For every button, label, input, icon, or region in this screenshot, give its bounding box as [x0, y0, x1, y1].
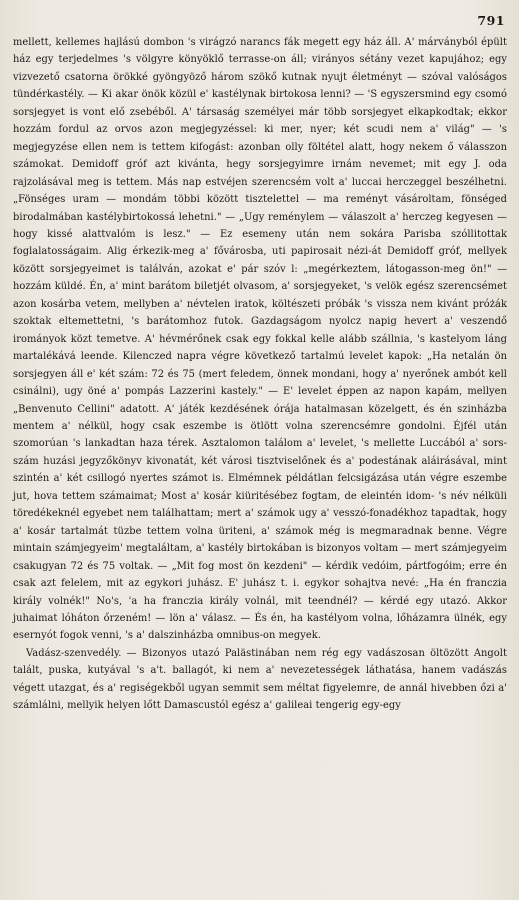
paragraph-castle-lottery: mellett, kellemes hajlású dombon 's virágzó narancs fák megett egy ház áll. A' márványból épült ház egy terjedelmes 's völgyre könyöklő terrasse-on áll; virányos sétány vezet kapujához; egy vizvezető csatorna örökké gyöngyöző három szökő kutnak nyujt életményt — szóval valóságos tündérkastély. — Ki akar önök közül e' kastélynak birtokosa lenni? — 'S egyszersmind egy csomó sorsjegyet is vont elő zsebéből. A' társaság személyei már több sorsjegyet elkapkodtak; ekkor hozzám fordul az orvos azon megjegyzéssel: ki mer, nyer; két scudi nem a' világ" — 's megjegyzése ellen nem is tettem kifogást: azonban olly föltétel alatt, hogy nekem ő válasszon számokat. Demidoff gróf azt kivánta, hegy sorsjegyimre irnám nevemet; mit egy J. oda rajzolásával meg is tettem. Más nap estvéjen szerencsém volt a' luccai herczeggel beszélhetni. „Fönséges uram — mondám többi között tisztelettel — ma reményt vásároltam, fönséged birodalmában kastélybirtokossá lehetni." — „Ugy reménylem — válaszolt a' herczeg kegyesen — hogy kissé alattvalóm is lesz." — Ez esemeny után nem sokára Parisba szóllitottak foglalatosságaim. Alig érkezik-meg a' fővárosba, uti papirosait nézi-át Demidoff gróf, mellyek között sorsjegyeimet is találván, azokat e' pár szóv l: „megérkeztem, látogasson-meg ön!" — hozzám küldé. Én, a' mint barátom biletjét olvasom, a' sorsjegyeket, 's velök egész szerencsémet azon kosárba vetem, mellyben a' névtelen iratok, költészeti próbák 's vissza nem kivánt próżák szoktak eltemettetni, 's barátomhoz futok. Gazdagságom nyolcz napig hevert a' veszendő irományok közt temetve. A' hévmérőnek csak egy fokkal kelle alább szállnia, 's kastelyom láng martalékává leende. Kilenczed napra végre következő tartalmú levelet kapok: „Ha netalán ön sorsjegyen áll e' két szám: 72 és 75 (mert feledem, önnek mondani, hogy a' nyerőnek ambót kell csinálni), ugy öné a' pompás Lazzerini kastely." — E' levelet éppen az napon kapám, mellyen „Benvenuto Cellini" adatott. A' játék kezdésének órája hatalmasan közelgett, és én szinházba mentem a' nélkül, hogy csak eszembe is ötlött volna szerencsémre gondolni. Éjfél után szomorúan 's lankadtan haza térek. Asztalomon találom a' levelet, 's mellette Luccából a' sors-szám huzási jegyzőkönyv kivonatát, két városi tisztviselőnek és a' podestának aláirásával, mint szintén a' két csillogó nyertes számot is. Elmémnek példátlan felcsigázása után végre eszembe jut, hova tettem számaimat; Most a' kosár kiüritésébez fogtam, de eleintén idom- 's név nélküli töredékeknél egyebet nem találhattam; mert a' számok ugy a' vesszó-fonadékhoz tapadtak, hogy a' kosár tartalmát tüzbe tettem volna üriteni, a' számok még is megmaradnak benne. Végre mintain számjegyeim' megtaláltam, a' kastély birtokában is bizonyos voltam — mert számjegyeim csakugyan 72 és 75 voltak. — „Mit fog most ön kezdeni" — kérdik vedóim, pártfogóim; erre én csak azt felelem, mit az egykori juhász. E' juhász t. i. egykor sohajtva nevé: „Ha én franczia király volnék!" No's, 'a ha franczia király volnál, mit teendnél? — kérdé egy utazó. Akkor juhaimat lóháton őrzeném! — lön a' válasz. — És én, ha kastélyom volna, lőházamra ülnék, egy esernyót fogok venni, 's a' dalszinházba omnibus-on megyek. [13, 37, 507, 642]
paragraph-hunting-passion: Vadász-szenvedély. — Bizonyos utazó Palästinában nem rég egy vadászosan öltözött Angolt talált, puska, kutyával 's a't. ballagót, ki nem a' nevezetességek láthatása, hanem vadászás végett utazgat, és a' regiségekből ugyan semmit sem méltat figyelemre, de annál hivebben őzi a' számlálni, mellyik helyen lőtt Damascustól egész a' galileai tengerig egy-egy [13, 647, 507, 712]
page-number: 791 [477, 13, 505, 28]
page-body [13, 34, 507, 715]
